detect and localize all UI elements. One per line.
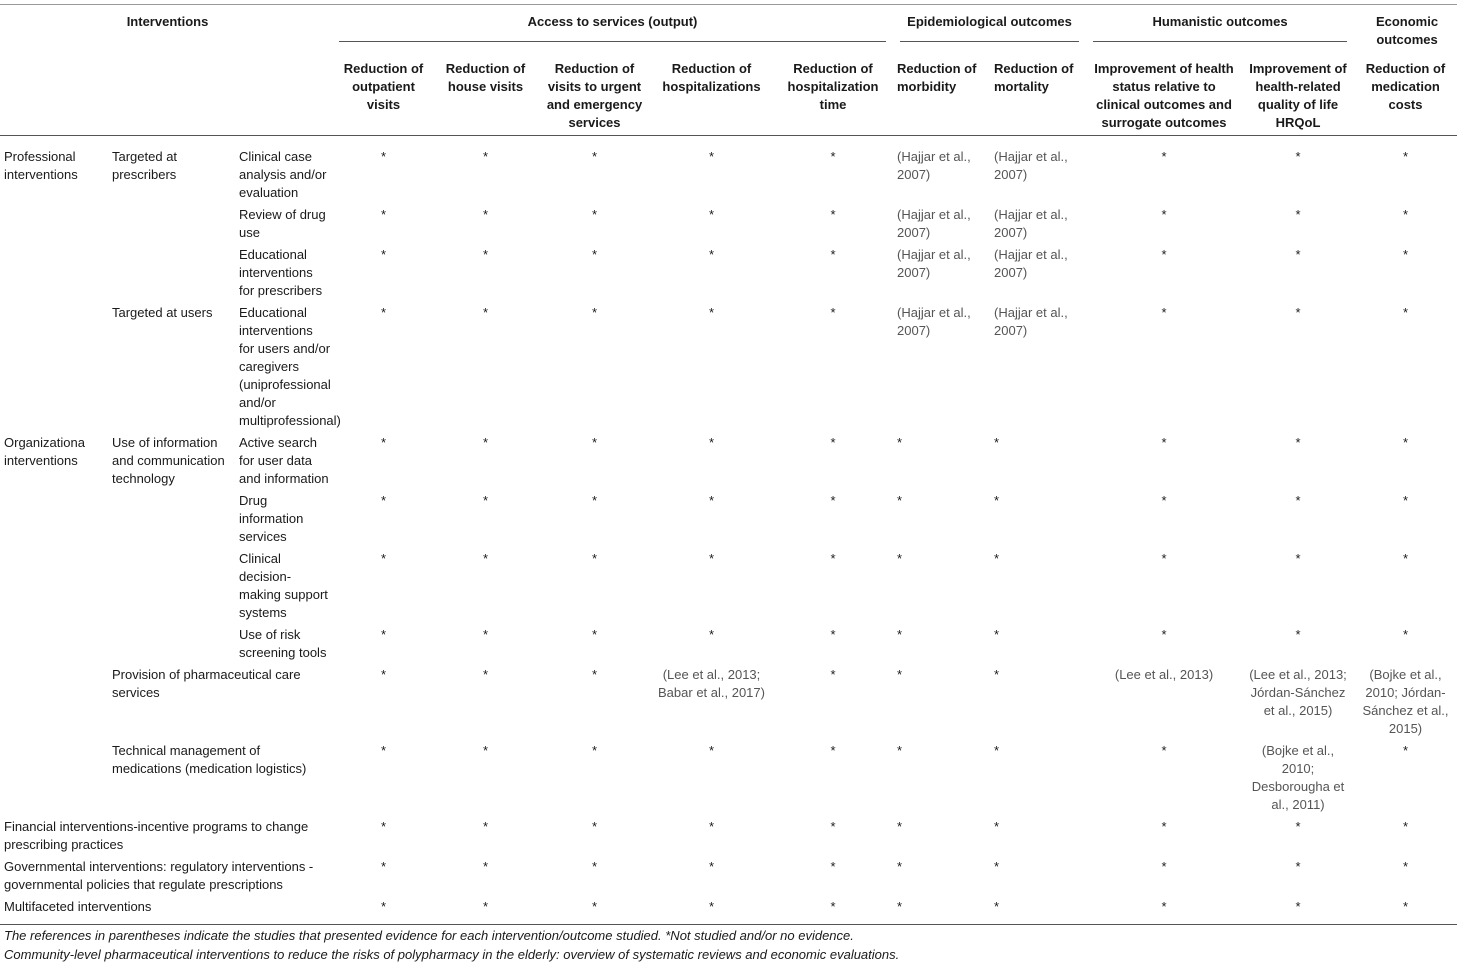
cell-value: * [994,667,1000,682]
cell-reference: (Lee et al., 2013) [1114,667,1214,682]
cell-reference: (Lee et al., 2013; Jórdan-Sánchez et al., 2015) [1249,667,1347,718]
intervention-type: Use of risk screening tools [239,627,327,660]
cell-value: * [1295,435,1301,450]
cell-value: * [482,305,489,320]
cell-value: * [335,898,432,925]
cell-value: * [708,435,715,450]
table-row [0,742,1457,818]
cell-value: * [1086,136,1242,207]
cell-value: * [897,493,903,508]
cell-value: * [830,551,836,566]
intervention-category: Organizationa interventions [4,435,85,468]
cell-reference: (Hajjar et al., 2007) [897,207,971,240]
cell-value: * [994,627,1000,642]
cell-value: * [708,247,715,262]
table-row [0,818,1457,858]
cell-value: * [708,819,715,834]
cell-value: * [830,493,836,508]
cell-value: * [708,551,715,566]
cell-value: * [335,136,432,207]
cell-value: * [830,207,836,222]
cell-value: * [482,667,489,682]
cell-value: * [990,898,1086,925]
cell-value: * [1161,207,1167,222]
cell-reference: (Hajjar et al., 2007) [897,247,971,280]
cell-value: * [897,859,903,874]
cell-value: * [1402,305,1409,320]
cell-value: * [830,667,836,682]
cell-value: * [1402,493,1409,508]
cell-reference: (Hajjar et al., 2007) [994,207,1068,240]
cell-value: * [994,435,1000,450]
cell-reference: (Hajjar et al., 2007) [897,305,971,338]
cell-value: * [994,743,1000,758]
cell-value: * [897,551,903,566]
header-morbidity: Reduction of morbidity [897,61,977,94]
header-access-to-services: Access to services (output) [335,5,893,60]
intervention-target: Use of information and communication technology [112,435,225,486]
cell-value: * [897,667,903,682]
cell-value: * [1402,819,1409,834]
intervention-target: Targeted at users [112,305,213,320]
cell-value: * [591,435,598,450]
table-row [0,434,1457,492]
header-epidemiological-outcomes: Epidemiological outcomes [893,5,1086,60]
intervention-type: Drug information services [239,493,304,544]
cell-value: * [482,743,489,758]
cell-value: * [591,551,598,566]
cell-value: * [380,859,387,874]
table-row [0,898,1457,925]
cell-value: * [432,136,539,207]
cell-value: * [591,667,598,682]
cell-value: * [1354,898,1457,925]
cell-value: * [380,743,387,758]
cell-value: * [380,247,387,262]
header-health-status: Improvement of health status relative to clinical outcomes and surrogate outcomes [1094,61,1234,130]
cell-value: * [591,207,598,222]
intervention-category: Governmental interventions: regulatory interventions - governmental policies that regulate prescriptions [4,859,314,892]
cell-value: * [1161,859,1167,874]
cell-value: * [380,667,387,682]
intervention-category: Professional interventions [0,136,108,435]
intervention-type: Clinical decision-making support systems [239,551,328,620]
cell-value: * [1161,743,1167,758]
intervention-target: Targeted at prescribers [108,136,235,305]
header-hospitalizations: Reduction of hospitalizations [662,61,761,94]
cell-value: * [1402,743,1409,758]
cell-reference: (Hajjar et al., 2007) [994,247,1068,280]
outcomes-table [0,4,1457,925]
cell-value: * [893,898,990,925]
intervention-type: Educational interventions for users and/or caregivers (uniprofessional and/or multiprofessional) [239,305,341,428]
cell-value: * [1295,551,1301,566]
cell-value: * [1161,247,1167,262]
intervention-type: Clinical case analysis and/or evaluation [235,136,335,207]
cell-reference: (Lee et al., 2013; Babar et al., 2017) [658,667,765,700]
cell-value: * [1402,551,1409,566]
cell-value: * [1161,551,1167,566]
cell-value: * [830,743,836,758]
header-humanistic-outcomes: Humanistic outcomes [1086,5,1354,60]
cell-value: * [1402,435,1409,450]
cell-value: * [591,859,598,874]
cell-value: * [1402,859,1409,874]
cell-value: * [1161,435,1167,450]
cell-value: * [773,898,893,925]
header-economic-outcomes: Economic outcomes [1375,14,1439,47]
header-interventions: Interventions [126,14,209,29]
cell-value: * [482,493,489,508]
cell-value: * [1242,898,1354,925]
table-footer [4,926,899,964]
cell-value: * [994,859,1000,874]
intervention-category: Multifaceted interventions [0,898,335,925]
cell-value: * [897,743,903,758]
cell-value: * [1086,898,1242,925]
intervention-target: Provision of pharmaceutical care services [112,667,301,700]
cell-value: * [897,435,903,450]
cell-value: * [773,136,893,207]
cell-value: * [1242,136,1354,207]
cell-value: * [1295,493,1301,508]
intervention-type: Active search for user data and information [239,435,329,486]
cell-value: * [994,819,1000,834]
header-urgent-visits: Reduction of visits to urgent and emergency services [546,61,643,130]
cell-value: * [380,627,387,642]
cell-value: * [380,493,387,508]
cell-value: * [994,493,1000,508]
header-hospitalization-time: Reduction of hospitalization time [787,61,879,112]
header-house-visits: Reduction of house visits [445,61,526,94]
cell-value: * [1295,207,1301,222]
cell-value: * [708,627,715,642]
cell-value: * [591,305,598,320]
cell-reference: (Hajjar et al., 2007) [994,305,1068,338]
cell-value: * [708,305,715,320]
cell-value: * [830,247,836,262]
cell-value: * [897,627,903,642]
cell-value: * [1161,819,1167,834]
table-row [0,666,1457,742]
cell-value: * [380,551,387,566]
header-outpatient-visits: Reduction of outpatient visits [343,61,424,112]
cell-value: * [897,819,903,834]
cell-reference: (Hajjar et al., 2007) [893,136,990,207]
cell-reference: (Bojke et al., 2010; Desborougha et al., 2011) [1251,743,1345,812]
cell-value: * [482,859,489,874]
cell-value: * [830,435,836,450]
cell-value: * [650,136,773,207]
cell-value: * [1295,819,1301,834]
cell-value: * [482,627,489,642]
cell-value: * [482,551,489,566]
cell-value: * [1402,207,1409,222]
cell-value: * [1161,305,1167,320]
cell-value: * [591,627,598,642]
table-row [0,136,1457,207]
cell-value: * [708,859,715,874]
cell-value: * [830,305,836,320]
cell-value: * [380,435,387,450]
group-header-row [0,5,1457,60]
cell-value: * [591,247,598,262]
cell-value: * [1295,247,1301,262]
intervention-type: Educational interventions for prescribers [239,247,323,298]
table-row [0,858,1457,898]
cell-value: * [994,551,1000,566]
cell-value: * [482,435,489,450]
cell-value: * [830,819,836,834]
cell-value: * [1161,627,1167,642]
cell-value: * [1295,627,1301,642]
cell-value: * [591,493,598,508]
cell-value: * [1161,493,1167,508]
intervention-type: Review of drug use [239,207,326,240]
cell-value: * [1295,859,1301,874]
cell-value: * [380,305,387,320]
cell-value: * [708,493,715,508]
cell-value: * [539,898,650,925]
cell-value: * [432,898,539,925]
cell-value: * [708,743,715,758]
cell-reference: (Hajjar et al., 2007) [990,136,1086,207]
cell-value: * [830,627,836,642]
cell-value: * [591,743,598,758]
cell-value: * [482,207,489,222]
cell-value: * [1295,305,1301,320]
cell-value: * [1402,247,1409,262]
cell-value: * [650,898,773,925]
header-hrqol: Improvement of health-related quality of life HRQoL [1249,61,1347,130]
header-medication-costs: Reduction of medication costs [1365,61,1446,112]
cell-value: * [708,207,715,222]
table-row [0,304,1457,434]
header-mortality: Reduction of mortality [994,61,1074,94]
cell-value: * [1354,136,1457,207]
cell-reference: (Bojke et al., 2010; Jórdan-Sánchez et al., 2015) [1362,667,1449,736]
cell-value: * [591,819,598,834]
intervention-target: Technical management of medications (medication logistics) [112,743,307,776]
footnote: The references in parentheses indicate the studies that presented evidence for each intervention/outcome studied. *Not studied and/or no evidence. [4,928,854,943]
cell-value: * [1402,627,1409,642]
intervention-category: Financial interventions-incentive programs to change prescribing practices [4,819,309,852]
cell-value: * [380,819,387,834]
table-caption: Community-level pharmaceutical interventions to reduce the risks of polypharmacy in the elderly: overview of systematic reviews and economic evaluations. [4,947,900,962]
cell-value: * [539,136,650,207]
cell-value: * [482,819,489,834]
cell-value: * [830,859,836,874]
cell-value: * [482,247,489,262]
cell-value: * [380,207,387,222]
